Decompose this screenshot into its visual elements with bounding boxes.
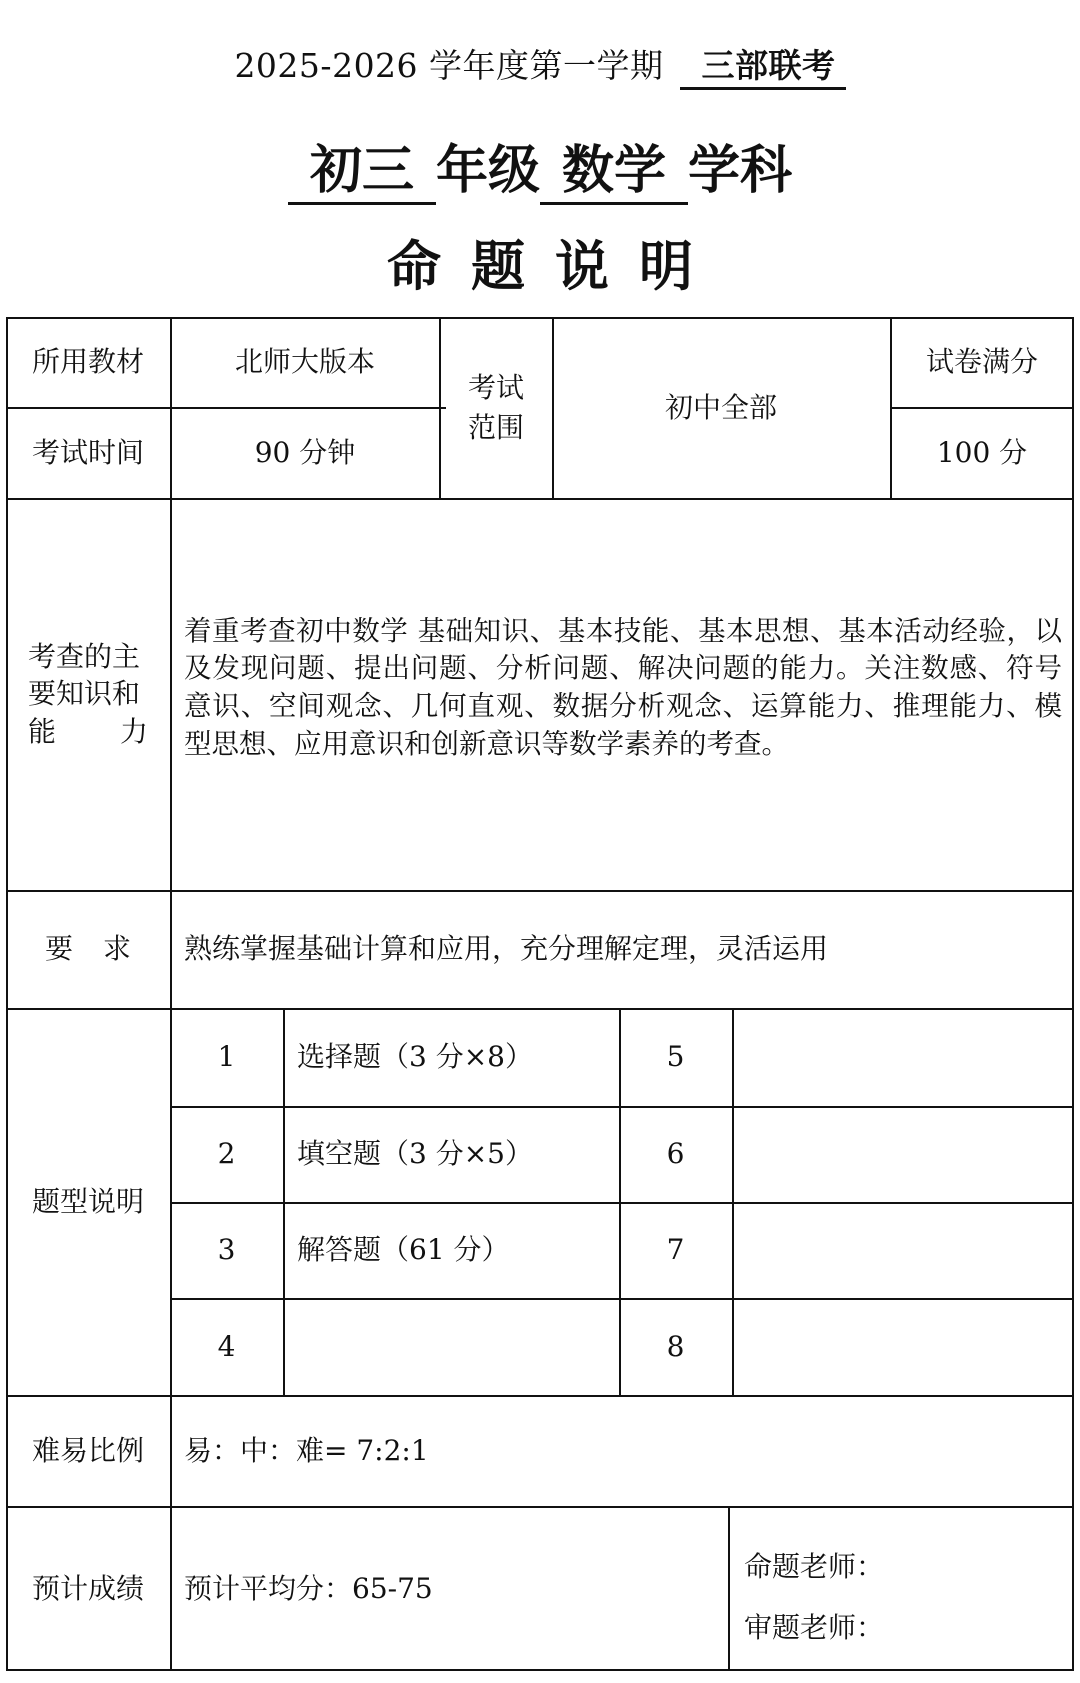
question-no: 6 <box>666 1137 685 1171</box>
setter-label: 命题老师： <box>744 1550 885 1584</box>
requirement-label <box>6 890 170 1008</box>
knowledge-text: 着重考查初中数学 基础知识、基本技能、基本思想、基本活动经验，以及发现问题、提出问题、分析问题、解决问题的能力。关注数感、符号意识、空间观念、几何直观、数据分析观念、运算能力、推理能力、模型思想、应用意识和创新意识等数学素养的考查。 <box>184 614 1062 760</box>
knowledge-label-block <box>28 638 148 750</box>
requirement-text: 熟练掌握基础计算和应用，充分理解定理，灵活运用 <box>184 932 829 966</box>
requirement-label-a: 要 <box>44 932 73 966</box>
question-no: 7 <box>666 1233 685 1267</box>
question-desc: 选择题（3 分×8） <box>297 1040 533 1074</box>
grade-text: 初三 <box>288 142 436 205</box>
difficulty-label: 难易比例 <box>31 1433 144 1467</box>
time-value: 90 分钟 <box>254 435 356 469</box>
knowledge-label-line1: 考查的主 <box>28 640 141 674</box>
difficulty-value: 易：中：难= 7:2:1 <box>184 1433 429 1467</box>
scope-label <box>439 317 553 498</box>
term-text: 2025-2026 学年度第一学期 <box>234 46 664 85</box>
knowledge-label-line3a: 能 <box>28 714 57 748</box>
question-no: 3 <box>217 1233 236 1267</box>
knowledge-label-line3b: 力 <box>119 714 148 748</box>
subject-suffix: 学科 <box>688 141 793 201</box>
requirement-label-b: 求 <box>103 932 132 966</box>
exam-spec-table <box>6 317 1074 1671</box>
knowledge-label-line2: 要知识和 <box>28 677 141 711</box>
scope-value: 初中全部 <box>664 390 777 424</box>
subject-line <box>0 128 1080 205</box>
textbook-value: 北师大版本 <box>234 345 375 379</box>
subject-text: 数学 <box>540 142 688 205</box>
textbook-label: 所用教材 <box>31 345 144 379</box>
full-score-value: 100 分 <box>936 435 1028 469</box>
question-desc: 填空题（3 分×5） <box>297 1137 533 1171</box>
reviewer-label: 审题老师： <box>744 1611 885 1645</box>
exam-name: 三部联考 <box>680 46 846 90</box>
question-desc <box>732 1008 1074 1106</box>
knowledge-label-line3 <box>28 713 148 750</box>
question-desc: 解答题（61 分） <box>297 1233 510 1267</box>
question-no: 8 <box>666 1329 685 1363</box>
question-desc <box>732 1202 1074 1298</box>
full-score-label: 试卷满分 <box>925 345 1038 379</box>
scope-label-line1: 考试 <box>467 371 524 405</box>
grade-suffix: 年级 <box>435 141 540 201</box>
knowledge-label <box>6 498 170 890</box>
question-desc <box>283 1298 619 1395</box>
question-no: 4 <box>217 1329 236 1363</box>
question-desc <box>732 1106 1074 1202</box>
question-types-label: 题型说明 <box>31 1184 144 1218</box>
scope-label-line2: 范围 <box>467 410 524 444</box>
question-no: 5 <box>666 1040 685 1074</box>
header-term-line <box>0 40 1080 87</box>
expected-label: 预计成绩 <box>31 1571 144 1605</box>
expected-value: 预计平均分：65-75 <box>184 1571 433 1605</box>
time-label: 考试时间 <box>31 435 144 469</box>
question-no: 2 <box>217 1137 236 1171</box>
question-desc <box>732 1298 1074 1395</box>
question-no: 1 <box>217 1040 236 1074</box>
document-title: 命题说明 <box>387 235 723 298</box>
